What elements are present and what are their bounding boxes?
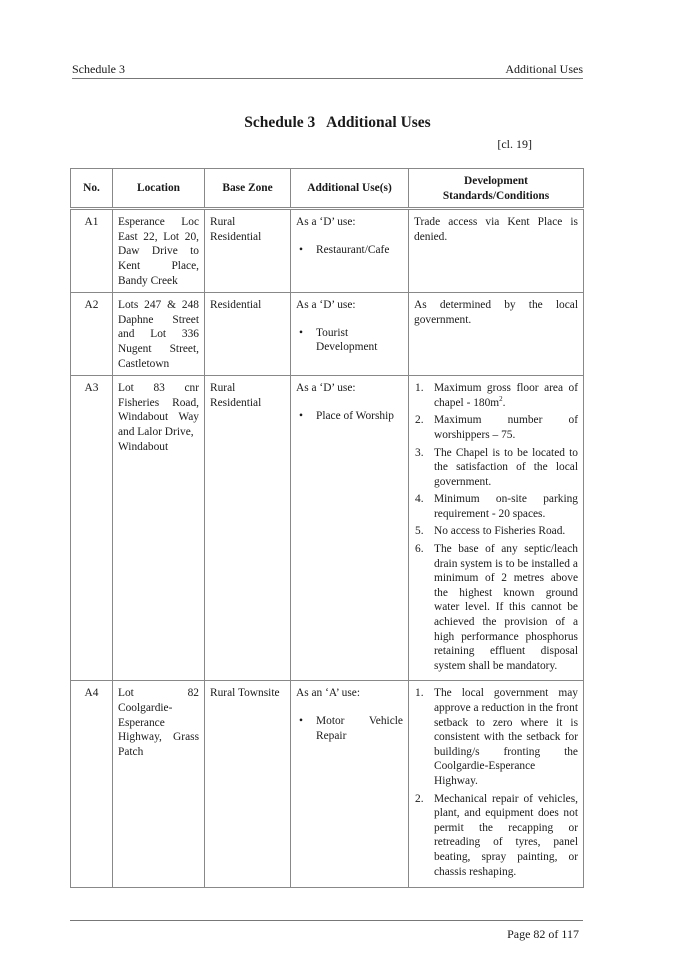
running-header [72, 62, 583, 79]
header-left: Schedule 3 [72, 62, 125, 76]
page-title: Schedule 3 Additional Uses [244, 114, 431, 131]
col-header-standards: Development Standards/Conditions [409, 169, 584, 209]
table-row [71, 209, 584, 293]
row-location: Lot 82 Coolgardie-Esperance Highway, Grass Patch [113, 681, 205, 888]
row-base-zone: Residential [205, 293, 291, 376]
bullet-icon: • [299, 326, 303, 339]
row-standards: Trade access via Kent Place is denied. [409, 209, 584, 293]
row-number: A3 [71, 376, 113, 681]
condition-item: 1. The local government may approve a reduction in the front setback to zero where it is consistent with the setback for building/s fronting the Coolgardie-Esperance Highway. [415, 687, 578, 787]
use-item [296, 243, 403, 258]
use-item [296, 409, 403, 424]
bullet-icon: • [299, 409, 303, 422]
col-header-no: No. [71, 169, 113, 209]
table-row [71, 293, 584, 376]
row-conditions [409, 376, 584, 681]
clause-reference: [cl. 19] [497, 137, 532, 151]
row-conditions [409, 681, 584, 888]
row-base-zone: Rural Residential [205, 376, 291, 681]
use-label: Motor Vehicle Repair [316, 715, 403, 742]
col-header-location: Location [113, 169, 205, 209]
row-location [113, 376, 205, 681]
table-row [71, 681, 584, 888]
condition-item: 3. The Chapel is to be located to the satisfaction of the local government. [415, 446, 578, 488]
row-number: A1 [71, 209, 113, 293]
condition-item: 4. Minimum on-site parking requirement - 20 spaces. [415, 493, 578, 520]
use-item [296, 714, 403, 743]
page-number: Page 82 of 117 [507, 927, 579, 941]
row-location: Esperance Loc East 22, Lot 20, Daw Drive to Kent Place, Bandy Creek [113, 209, 205, 293]
row-additional-use [291, 293, 409, 376]
table-row [71, 376, 584, 681]
conditions-list [414, 381, 578, 673]
bullet-icon: • [299, 243, 303, 256]
row-number: A4 [71, 681, 113, 888]
row-additional-use [291, 376, 409, 681]
header-right: Additional Uses [505, 62, 583, 76]
condition-item: 2. Mechanical repair of vehicles, plant, and equipment does not permit the recapping or retreading of tyres, panel beating, spray painting, or chassis reshaping. [415, 792, 578, 878]
use-intro: As a ‘D’ use: [296, 299, 356, 312]
row-additional-use [291, 209, 409, 293]
page-footer [70, 920, 583, 941]
col-header-additional-uses: Additional Use(s) [291, 169, 409, 209]
row-number: A2 [71, 293, 113, 376]
row-additional-use [291, 681, 409, 888]
use-intro: As a ‘D’ use: [296, 216, 356, 229]
condition-item: 5. No access to Fisheries Road. [415, 525, 566, 538]
use-label: Place of Worship [316, 409, 394, 422]
condition-item: 1. Maximum gross floor area of chapel - $180m^2$. [415, 382, 578, 409]
use-item [296, 326, 403, 355]
table-header-row [71, 169, 584, 209]
use-label: Tourist Development [316, 326, 378, 354]
location-line: Windabout [118, 440, 169, 453]
condition-item: 2. Maximum number of worshippers – 75. [415, 414, 578, 441]
additional-uses-table [70, 168, 584, 888]
use-label: Restaurant/Cafe [316, 243, 390, 256]
row-base-zone: Rural Residential [205, 209, 291, 293]
condition-item: 6. The base of any septic/leach drain system is to be installed a minimum of 2 metres above the highest known ground water level. If this cannot be achieved the provision of a high performance phosphorus retaining effluent disposal system shall be mandatory. [415, 543, 578, 672]
col-header-base-zone: Base Zone [205, 169, 291, 209]
use-intro: As a ‘D’ use: [296, 382, 356, 395]
row-base-zone: Rural Townsite [205, 681, 291, 888]
row-standards: As determined by the local government. [409, 293, 584, 376]
conditions-list [414, 686, 578, 879]
location-line: Lot 83 cnr Fisheries Road, Windabout Way and Lalor Drive, [118, 382, 199, 438]
bullet-icon: • [299, 715, 303, 727]
use-intro: As an ‘A’ use: [296, 687, 361, 700]
row-location: Lots 247 & 248 Daphne Street and Lot 336 Nugent Street, Castletown [113, 293, 205, 376]
